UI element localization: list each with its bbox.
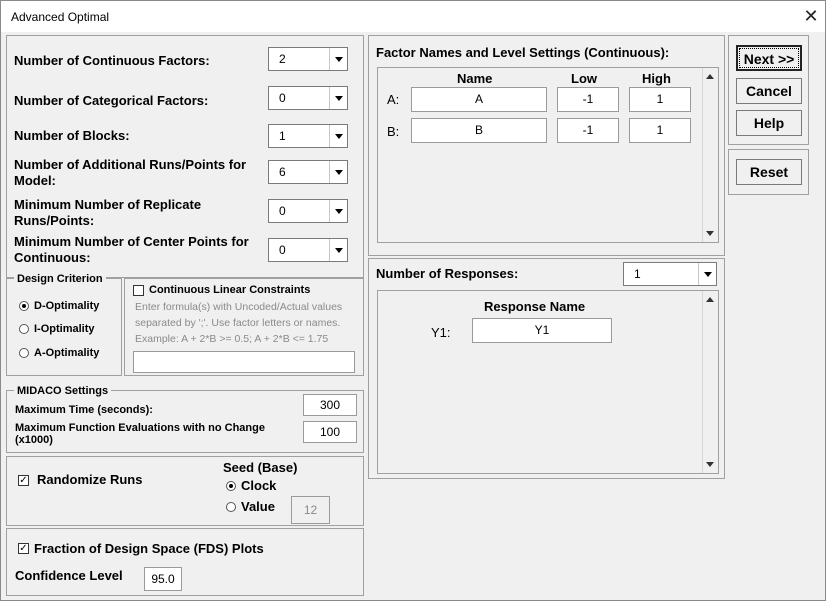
additional-runs-combo[interactable]: [268, 160, 348, 184]
clock-label[interactable]: Clock: [241, 478, 277, 493]
reset-button[interactable]: Reset: [736, 159, 802, 185]
response-row-label: Y1:: [431, 325, 451, 340]
scroll-up-icon[interactable]: [703, 69, 718, 85]
fds-label[interactable]: Fraction of Design Space (FDS) Plots: [34, 541, 264, 556]
d-optimality-radio[interactable]: [19, 301, 29, 311]
constraints-help-3: Example: A + 2*B >= 0.5; A + 2*B <= 1.75: [135, 333, 329, 345]
factor-name-input[interactable]: B: [411, 118, 547, 143]
midaco-title: MIDACO Settings: [14, 385, 111, 397]
seed-title: Seed (Base): [223, 460, 298, 475]
center-points-value: 0: [279, 243, 286, 257]
midaco-panel: [6, 385, 364, 453]
factor-high-input[interactable]: 1: [629, 118, 691, 143]
chevron-down-icon[interactable]: [329, 200, 347, 222]
constraints-panel: [124, 278, 364, 376]
scroll-down-icon[interactable]: [703, 456, 718, 472]
factor-high-input[interactable]: 1: [629, 87, 691, 112]
categorical-factors-label: Number of Categorical Factors:: [14, 93, 209, 108]
window-title: Advanced Optimal: [11, 10, 110, 24]
factor-low-input[interactable]: -1: [557, 87, 619, 112]
max-eval-input[interactable]: 100: [303, 421, 357, 443]
continuous-factors-combo[interactable]: [268, 47, 348, 71]
reset-panel: [728, 149, 809, 195]
scroll-down-icon[interactable]: [703, 225, 718, 241]
value-radio[interactable]: [226, 502, 236, 512]
design-criterion-title: Design Criterion: [14, 273, 106, 285]
responses-count-value: 1: [634, 267, 641, 281]
replicate-runs-combo[interactable]: [268, 199, 348, 223]
response-name-input[interactable]: Y1: [472, 318, 612, 343]
blocks-label: Number of Blocks:: [14, 128, 130, 143]
factor-count-panel: [6, 35, 364, 278]
categorical-factors-value: 0: [279, 91, 286, 105]
replicate-runs-value: 0: [279, 204, 286, 218]
constraints-label[interactable]: Continuous Linear Constraints: [149, 284, 311, 296]
a-optimality-radio[interactable]: [19, 348, 29, 358]
factor-names-title: Factor Names and Level Settings (Continuous):: [376, 45, 670, 60]
value-label[interactable]: Value: [241, 499, 275, 514]
chevron-down-icon[interactable]: [329, 48, 347, 70]
i-optimality-label[interactable]: I-Optimality: [34, 323, 95, 335]
replicate-runs-label: Minimum Number of Replicate Runs/Points:: [14, 197, 202, 228]
scroll-up-icon[interactable]: [703, 292, 718, 308]
title-bar: [1, 1, 825, 32]
chevron-down-icon[interactable]: [329, 87, 347, 109]
col-name-header: Name: [457, 71, 493, 86]
confidence-input[interactable]: 95.0: [144, 567, 182, 591]
additional-runs-label: Number of Additional Runs/Points for Model:: [14, 157, 247, 188]
factor-row-label: B:: [387, 124, 400, 139]
i-optimality-radio[interactable]: [19, 324, 29, 334]
responses-panel: [368, 258, 725, 479]
constraints-help-2: separated by ';'. Use factor letters or names.: [135, 317, 341, 329]
blocks-value: 1: [279, 129, 286, 143]
responses-count-combo[interactable]: [623, 262, 717, 286]
cancel-button[interactable]: Cancel: [736, 78, 802, 104]
a-optimality-label[interactable]: A-Optimality: [34, 347, 100, 359]
d-optimality-label[interactable]: D-Optimality: [34, 300, 100, 312]
confidence-label: Confidence Level: [15, 568, 123, 583]
continuous-factors-label: Number of Continuous Factors:: [14, 53, 210, 68]
center-points-combo[interactable]: [268, 238, 348, 262]
factor-grid-scrollbar[interactable]: [702, 68, 718, 242]
categorical-factors-combo[interactable]: [268, 86, 348, 110]
randomize-checkbox[interactable]: ✓: [19, 475, 28, 486]
factor-grid: [377, 67, 719, 243]
responses-count-label: Number of Responses:: [376, 266, 519, 281]
factor-names-panel: [368, 35, 725, 256]
blocks-combo[interactable]: [268, 124, 348, 148]
factor-row-label: A:: [387, 92, 400, 107]
max-time-label: Maximum Time (seconds):: [15, 404, 153, 416]
action-buttons-panel: [728, 35, 809, 145]
fds-checkbox[interactable]: ✓: [19, 543, 28, 554]
design-criterion-group: [6, 273, 122, 376]
col-low-header: Low: [571, 71, 597, 86]
randomize-panel: [6, 456, 364, 526]
constraints-input[interactable]: [133, 351, 355, 373]
help-button[interactable]: Help: [736, 110, 802, 136]
chevron-down-icon[interactable]: [329, 239, 347, 261]
additional-runs-value: 6: [279, 165, 286, 179]
col-high-header: High: [642, 71, 671, 86]
response-grid: [377, 290, 719, 474]
next-button[interactable]: Next >>: [736, 45, 802, 71]
max-eval-label: Maximum Function Evaluations with no Change (x1000): [15, 422, 265, 446]
response-name-header: Response Name: [484, 299, 586, 314]
factor-name-input[interactable]: A: [411, 87, 547, 112]
seed-value-input[interactable]: 12: [291, 496, 330, 524]
constraints-checkbox[interactable]: [133, 285, 144, 296]
chevron-down-icon[interactable]: [698, 263, 716, 285]
center-points-label: Minimum Number of Center Points for Continuous:: [14, 234, 249, 265]
randomize-label[interactable]: Randomize Runs: [37, 472, 143, 487]
fds-panel: [6, 528, 364, 596]
max-time-input[interactable]: 300: [303, 394, 357, 416]
close-icon[interactable]: ✕: [803, 6, 819, 26]
factor-low-input[interactable]: -1: [557, 118, 619, 143]
chevron-down-icon[interactable]: [329, 161, 347, 183]
chevron-down-icon[interactable]: [329, 125, 347, 147]
response-grid-scrollbar[interactable]: [702, 291, 718, 473]
continuous-factors-value: 2: [279, 52, 286, 66]
constraints-help-1: Enter formula(s) with Uncoded/Actual values: [135, 301, 343, 313]
clock-radio[interactable]: [226, 481, 236, 491]
